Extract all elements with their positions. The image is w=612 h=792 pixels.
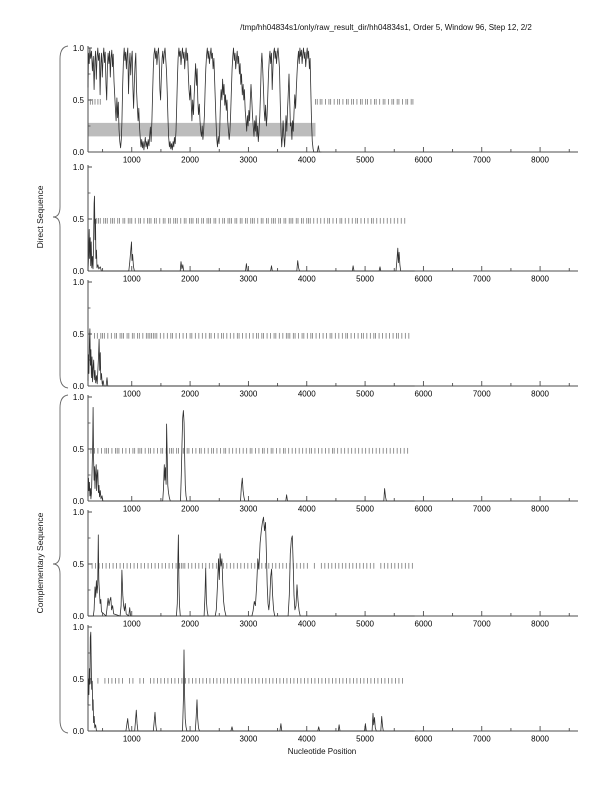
x-tick-label: 6000 bbox=[414, 155, 433, 165]
x-tick-label: 3000 bbox=[239, 274, 258, 284]
x-tick-label: 3000 bbox=[239, 155, 258, 165]
x-axis-label: Nucleotide Position bbox=[287, 747, 357, 756]
x-tick-label: 5000 bbox=[356, 734, 374, 744]
y-tick-label: 0.5 bbox=[72, 444, 84, 454]
x-tick-label: 8000 bbox=[531, 155, 549, 165]
x-tick-label: 1000 bbox=[122, 274, 141, 284]
y-tick-label: 0.0 bbox=[72, 266, 84, 276]
coding-potential-curve bbox=[88, 632, 415, 731]
y-tick-label: 1.0 bbox=[72, 43, 84, 53]
coding-potential-curve bbox=[88, 196, 415, 271]
y-tick-label: 1.0 bbox=[72, 507, 84, 517]
complementary-sequence-label: Complementary Sequence bbox=[35, 512, 45, 614]
orf-marker-row bbox=[92, 563, 412, 569]
x-tick-label: 1000 bbox=[122, 504, 141, 514]
y-tick-label: 1.0 bbox=[72, 392, 84, 402]
x-tick-label: 4000 bbox=[297, 619, 316, 629]
x-tick-label: 2000 bbox=[181, 504, 199, 514]
y-tick-label: 0.0 bbox=[72, 147, 84, 157]
x-tick-label: 4000 bbox=[297, 389, 316, 399]
plot-title: /tmp/hh04834s1/only/raw_result_dir/hh04834s1, Order 5, Window 96, Step 12, 2/2 bbox=[240, 23, 532, 32]
complementary-group-brace bbox=[53, 395, 68, 733]
orf-marker-row bbox=[91, 678, 403, 684]
y-tick-label: 0.0 bbox=[72, 726, 84, 736]
x-tick-label: 5000 bbox=[356, 619, 374, 629]
orf-marker-row bbox=[94, 218, 404, 224]
x-tick-label: 2000 bbox=[181, 389, 199, 399]
direct-sequence-label: Direct Sequence bbox=[35, 185, 45, 249]
x-tick-label: 7000 bbox=[472, 155, 491, 165]
x-tick-label: 8000 bbox=[531, 274, 549, 284]
y-tick-label: 0.0 bbox=[72, 381, 84, 391]
x-tick-label: 6000 bbox=[414, 274, 433, 284]
x-tick-label: 3000 bbox=[239, 734, 258, 744]
x-tick-label: 4000 bbox=[297, 504, 316, 514]
panel-direct-frame-1 bbox=[73, 44, 578, 165]
x-tick-label: 3000 bbox=[239, 504, 258, 514]
x-tick-label: 5000 bbox=[356, 274, 374, 284]
panel-complementary-frame-3 bbox=[73, 623, 578, 744]
x-tick-label: 2000 bbox=[181, 619, 199, 629]
orf-marker-row bbox=[94, 333, 408, 339]
x-tick-label: 7000 bbox=[472, 734, 491, 744]
x-tick-label: 3000 bbox=[239, 389, 258, 399]
y-tick-label: 0.5 bbox=[72, 214, 84, 224]
x-tick-label: 5000 bbox=[356, 389, 374, 399]
direct-group-brace bbox=[53, 46, 68, 388]
y-tick-label: 0.5 bbox=[72, 95, 84, 105]
x-tick-label: 4000 bbox=[297, 274, 316, 284]
x-tick-label: 2000 bbox=[181, 155, 199, 165]
panel-complementary-frame-1 bbox=[73, 393, 578, 514]
x-tick-label: 8000 bbox=[531, 619, 549, 629]
x-tick-label: 1000 bbox=[122, 155, 141, 165]
x-tick-label: 4000 bbox=[297, 155, 316, 165]
x-tick-label: 6000 bbox=[414, 504, 433, 514]
x-tick-label: 1000 bbox=[122, 619, 141, 629]
y-tick-label: 1.0 bbox=[72, 277, 84, 287]
x-tick-label: 3000 bbox=[239, 619, 258, 629]
x-tick-label: 6000 bbox=[414, 389, 433, 399]
panel-direct-frame-3 bbox=[73, 278, 578, 399]
x-tick-label: 2000 bbox=[181, 734, 199, 744]
panel-complementary-frame-2 bbox=[73, 508, 578, 629]
orf-marker-row bbox=[91, 448, 408, 454]
y-tick-label: 0.0 bbox=[72, 496, 84, 506]
coding-potential-curve bbox=[88, 407, 415, 501]
x-tick-label: 7000 bbox=[472, 274, 491, 284]
x-tick-label: 1000 bbox=[122, 389, 141, 399]
x-tick-label: 7000 bbox=[472, 389, 491, 399]
x-tick-label: 7000 bbox=[472, 504, 491, 514]
panel-direct-frame-2 bbox=[73, 163, 578, 284]
y-tick-label: 0.5 bbox=[72, 559, 84, 569]
x-tick-label: 5000 bbox=[356, 155, 374, 165]
x-tick-label: 2000 bbox=[181, 274, 199, 284]
x-tick-label: 5000 bbox=[356, 504, 374, 514]
x-tick-label: 8000 bbox=[531, 734, 549, 744]
x-tick-label: 6000 bbox=[414, 734, 433, 744]
y-tick-label: 0.5 bbox=[72, 329, 84, 339]
y-tick-label: 1.0 bbox=[72, 622, 84, 632]
x-tick-label: 4000 bbox=[297, 734, 316, 744]
x-tick-label: 6000 bbox=[414, 619, 433, 629]
x-tick-label: 1000 bbox=[122, 734, 141, 744]
x-tick-label: 7000 bbox=[472, 619, 491, 629]
coding-potential-curve bbox=[88, 329, 415, 386]
y-tick-label: 0.0 bbox=[72, 611, 84, 621]
y-tick-label: 1.0 bbox=[72, 162, 84, 172]
y-tick-label: 0.5 bbox=[72, 674, 84, 684]
x-tick-label: 8000 bbox=[531, 504, 549, 514]
x-tick-label: 8000 bbox=[531, 389, 549, 399]
